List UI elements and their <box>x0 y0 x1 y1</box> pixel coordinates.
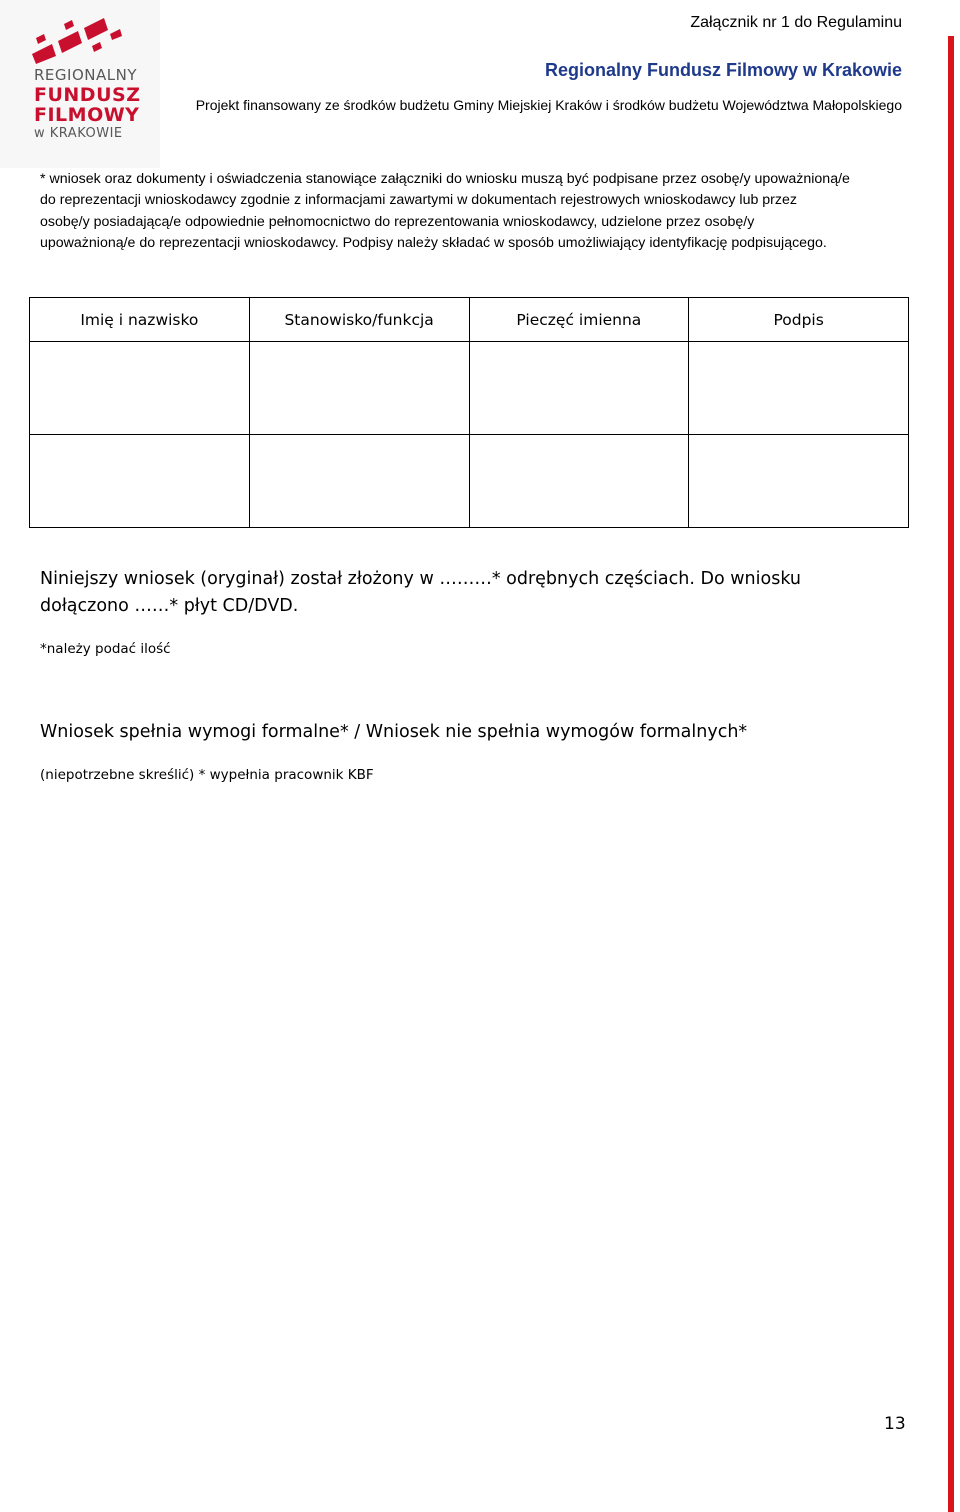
fund-logo <box>0 0 160 168</box>
organization-title: Regionalny Fundusz Filmowy w Krakowie <box>544 60 902 80</box>
staff-note: (niepotrzebne skreślić) * wypełnia pracownik KBF <box>40 767 374 783</box>
stamp-cell[interactable] <box>469 342 689 435</box>
page-number: 13 <box>884 1414 906 1434</box>
position-cell[interactable] <box>249 435 469 528</box>
header-stamp: Pieczęć imienna <box>469 298 689 342</box>
signature-requirements-note <box>40 169 905 254</box>
film-strip-icon <box>30 18 130 64</box>
attachment-label: Załącznik nr 1 do Regulaminu <box>690 14 902 31</box>
formal-requirements-statement: Wniosek spełnia wymogi formalne* / Wniosek nie spełnia wymogów formalnych* <box>40 722 748 742</box>
note-line-3: osobę/y posiadającą/e odpowiednie pełnomocnictwo do reprezentowania wnioskodawcy, udzielone przez osobę/y <box>40 213 755 230</box>
submission-discs-line: dołączono ……* płyt CD/DVD. <box>40 596 299 616</box>
name-cell[interactable] <box>30 342 250 435</box>
quantity-footnote: *należy podać ilość <box>40 641 171 657</box>
funding-statement: Projekt finansowany ze środków budżetu Gminy Miejskiej Kraków i środków budżetu Województwa Małopolskiego <box>195 97 902 113</box>
signature-table-header-row <box>30 298 909 342</box>
name-cell[interactable] <box>30 435 250 528</box>
signature-cell[interactable] <box>689 435 909 528</box>
position-cell[interactable] <box>249 342 469 435</box>
header-name: Imię i nazwisko <box>30 298 250 342</box>
logo-text-regionalny: REGIONALNY <box>34 66 137 84</box>
table-row <box>30 342 909 435</box>
signature-table <box>29 297 909 528</box>
note-line-1: * wniosek oraz dokumenty i oświadczenia stanowiące załączniki do wniosku muszą być podpisane przez osobę/y upoważnioną/e <box>40 171 850 187</box>
logo-text-fundusz: FUNDUSZ <box>34 84 141 106</box>
note-line-4: upoważnioną/e do reprezentacji wnioskodawcy. Podpisy należy składać w sposób umożliwiający identyfikację podpisującego. <box>40 234 827 251</box>
logo-text-w-krakowie: w KRAKOWIE <box>34 126 123 141</box>
submission-parts-line: Niniejszy wniosek (oryginał) został złożony w ………* odrębnych częściach. Do wniosku <box>40 569 802 589</box>
header-signature: Podpis <box>689 298 909 342</box>
logo-text-filmowy: FILMOWY <box>34 104 140 126</box>
table-row <box>30 435 909 528</box>
note-line-2: do reprezentacji wnioskodawcy zgodnie z informacjami zawartymi w dokumentach rejestrowych wnioskodawcy lub przez <box>40 192 797 209</box>
stamp-cell[interactable] <box>469 435 689 528</box>
page-right-rule <box>948 36 954 1512</box>
signature-cell[interactable] <box>689 342 909 435</box>
header-position: Stanowisko/funkcja <box>249 298 469 342</box>
